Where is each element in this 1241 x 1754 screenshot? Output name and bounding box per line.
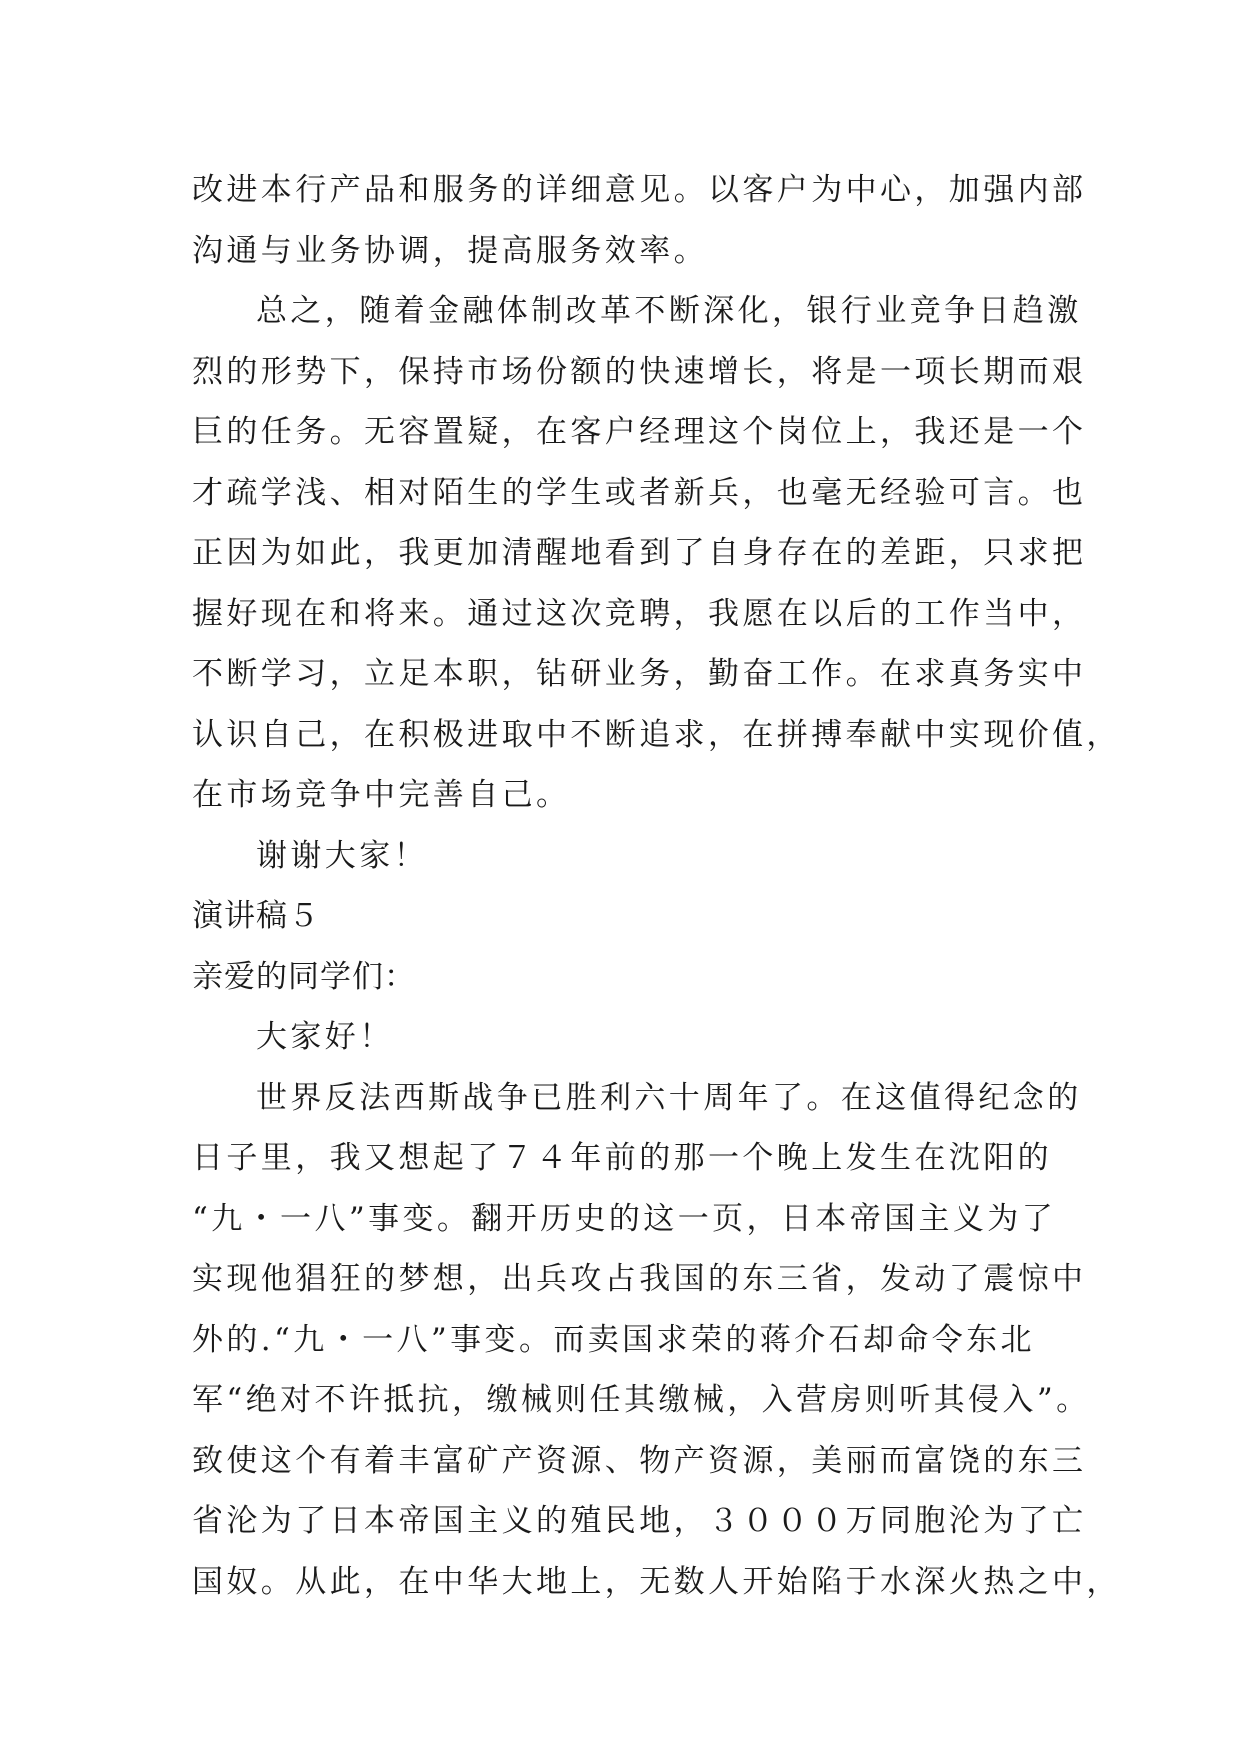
text-line: 沟通与业务协调，提高服务效率。 (192, 232, 708, 269)
section-heading: 演讲稿５ (192, 898, 320, 934)
text-line: 烈的形势下，保持市场份额的快速增长，将是一项长期而艰 (192, 353, 1087, 390)
text-line: 军“绝对不许抵抗，缴械则任其缴械，入营房则听其侵入”。 (192, 1382, 1091, 1418)
body-text (192, 160, 1121, 1612)
text-line: 正因为如此，我更加清醒地看到了自身存在的差距，只求把 (192, 535, 1087, 571)
text-line: 握好现在和将来。通过这次竞聘，我愿在以后的工作当中， (192, 595, 1087, 632)
text-line: 在市场竞争中完善自己。 (192, 777, 571, 813)
text-line: 巨的任务。无容置疑，在客户经理这个岗位上，我还是一个 (192, 414, 1087, 450)
text-line: 改进本行产品和服务的详细意见。以客户为中心，加强内部 (192, 172, 1087, 208)
text-line: 认识自己，在积极进取中不断追求，在拼搏奉献中实现价值， (192, 716, 1121, 753)
greeting: 大家好！ (256, 1019, 394, 1055)
closing-thanks: 谢谢大家！ (256, 837, 428, 874)
text-line: 实现他猖狂的梦想，出兵攻占我国的东三省，发动了震惊中 (192, 1261, 1087, 1297)
text-line: 不断学习，立足本职，钻研业务，勤奋工作。在求真务实中 (192, 656, 1087, 692)
paragraph-start-line: 世界反法西斯战争已胜利六十周年了。在这值得纪念的 (256, 1079, 1082, 1116)
text-line: 省沦为了日本帝国主义的殖民地，３０００万同胞沦为了亡 (192, 1503, 1087, 1539)
text-line: 国奴。从此，在中华大地上，无数人开始陷于水深火热之中， (192, 1563, 1121, 1600)
text-line: 致使这个有着丰富矿产资源、物产资源，美丽而富饶的东三 (192, 1442, 1087, 1479)
salutation: 亲爱的同学们： (192, 958, 416, 995)
paragraph-start-line: 总之，随着金融体制改革不断深化，银行业竞争日趋激 (256, 293, 1082, 329)
text-line: “九・一八”事变。翻开历史的这一页，日本帝国主义为了 (192, 1200, 1057, 1237)
text-line: 才疏学浅、相对陌生的学生或者新兵，也毫无经验可言。也 (192, 474, 1087, 511)
text-line: 外的.“九・一八”事变。而卖国求荣的蒋介石却命令东北 (192, 1321, 1035, 1358)
text-line: 日子里，我又想起了７４年前的那一个晚上发生在沈阳的 (192, 1140, 1052, 1176)
